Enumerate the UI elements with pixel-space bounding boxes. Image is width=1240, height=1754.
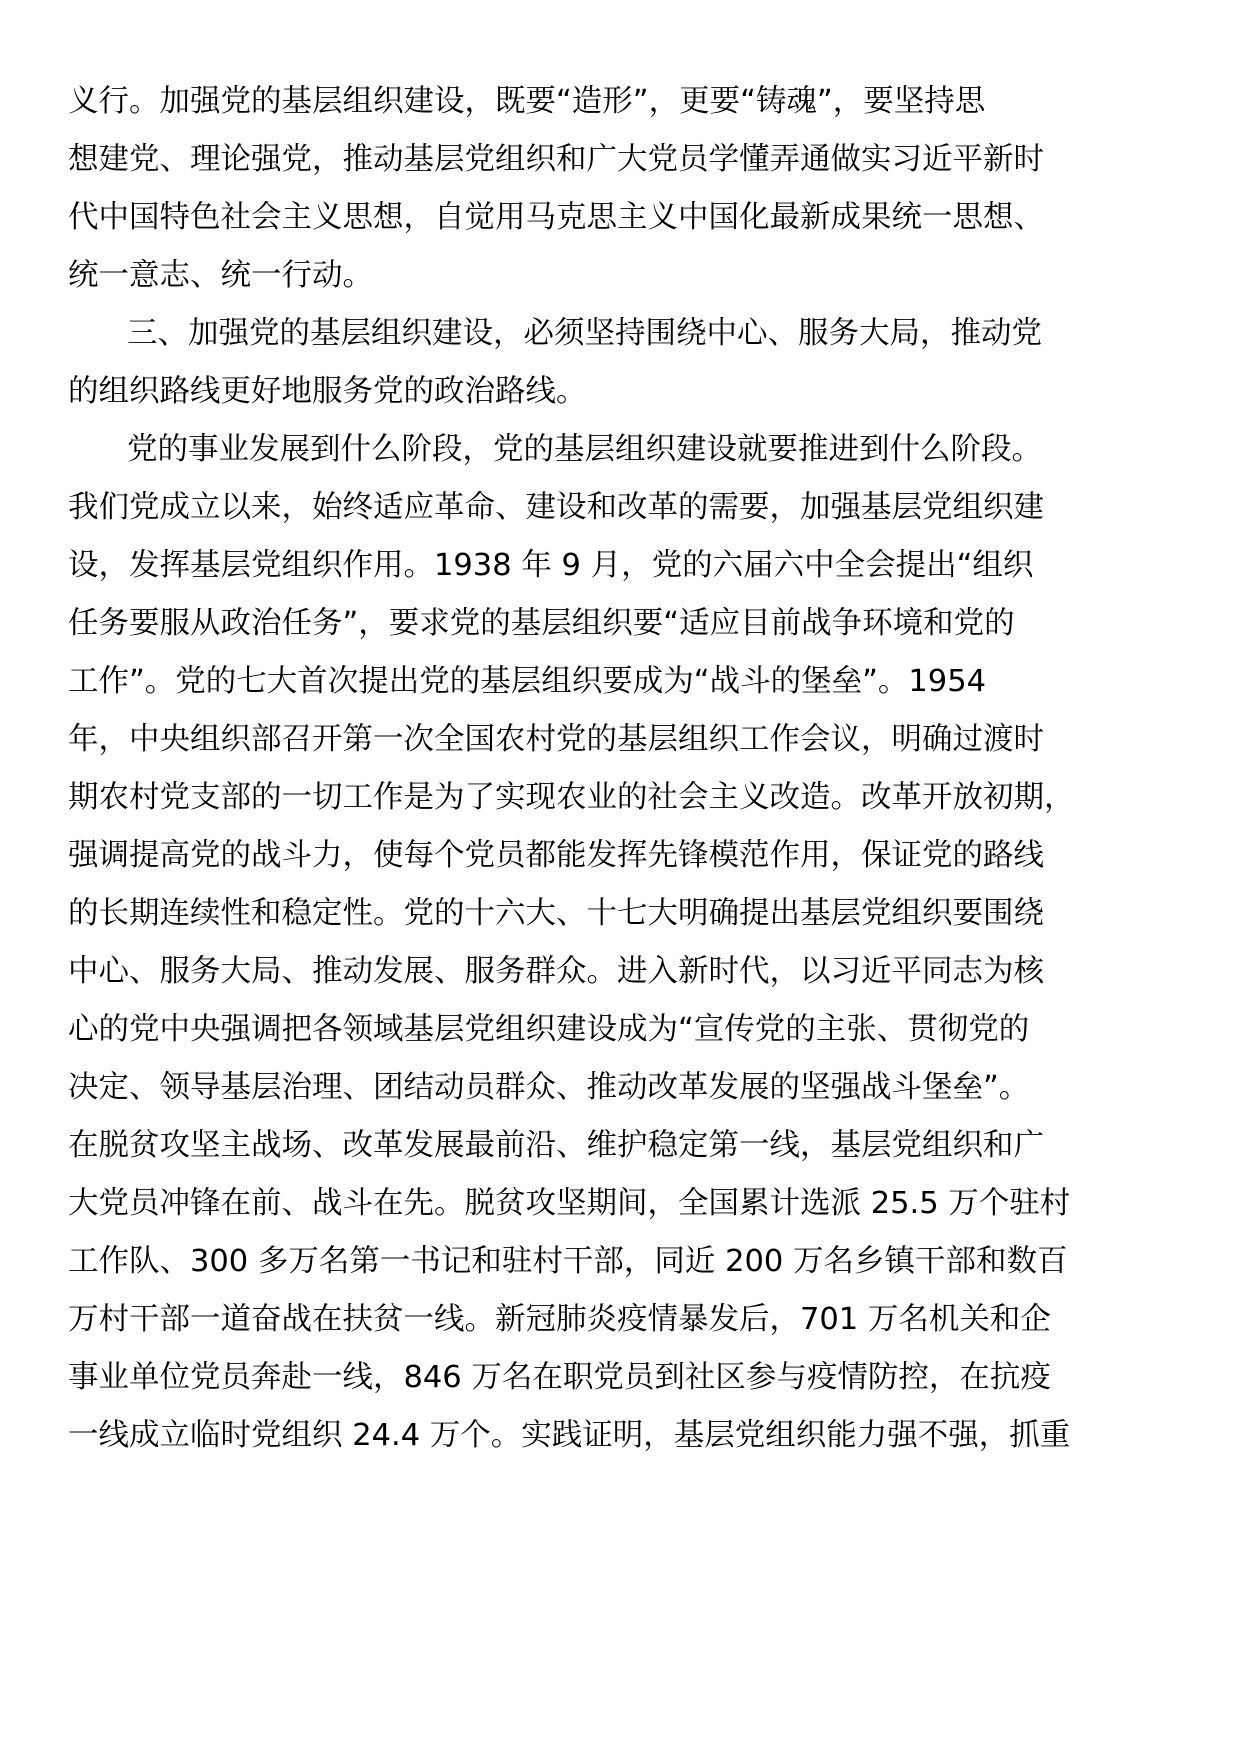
text-line: 决定、领导基层治理、团结动员群众、推动改革发展的坚强战斗堡垒”。 xyxy=(68,1070,1030,1105)
text-line: 心的党中央强调把各领域基层党组织建设成为“宣传党的主张、贯彻党的 xyxy=(68,1012,1030,1047)
text-line: 的长期连续性和稳定性。党的十六大、十七大明确提出基层党组织要围绕 xyxy=(68,896,1044,931)
section-heading-line: 三、加强党的基层组织建设，必须坚持围绕中心、服务大局，推动党 xyxy=(127,316,1042,351)
section-heading-line: 的组织路线更好地服务党的政治路线。 xyxy=(68,374,587,409)
text-line: 我们党成立以来，始终适应革命、建设和改革的需要，加强基层党组织建 xyxy=(68,490,1044,525)
text-line: 期农村党支部的一切工作是为了实现农业的社会主义改造。改革开放初期， xyxy=(68,780,1075,815)
text-line: 万村干部一道奋战在扶贫一线。新冠肺炎疫情暴发后，701 万名机关和企 xyxy=(68,1302,1051,1337)
text-line: 一线成立临时党组织 24.4 万个。实践证明，基层党组织能力强不强，抓重 xyxy=(68,1418,1071,1453)
text-line: 统一意志、统一行动。 xyxy=(68,258,373,293)
text-line: 大党员冲锋在前、战斗在先。脱贫攻坚期间，全国累计选派 25.5 万个驻村 xyxy=(68,1186,1071,1221)
text-line: 义行。加强党的基层组织建设，既要“造形”，更要“铸魂”，要坚持思 xyxy=(68,84,986,119)
text-line: 工作”。党的七大首次提出党的基层组织要成为“战斗的堡垒”。1954 xyxy=(68,664,987,699)
text-line: 强调提高党的战斗力，使每个党员都能发挥先锋模范作用，保证党的路线 xyxy=(68,838,1044,873)
text-line: 事业单位党员奔赴一线，846 万名在职党员到社区参与疫情防控，在抗疫 xyxy=(68,1360,1051,1395)
text-line: 想建党、理论强党，推动基层党组织和广大党员学懂弄通做实习近平新时 xyxy=(68,142,1044,177)
text-line: 中心、服务大局、推动发展、服务群众。进入新时代，以习近平同志为核 xyxy=(68,954,1044,989)
text-line: 设，发挥基层党组织作用。1938 年 9 月，党的六届六中全会提出“组织 xyxy=(68,548,1034,583)
text-line: 年，中央组织部召开第一次全国农村党的基层组织工作会议，明确过渡时 xyxy=(68,722,1044,757)
text-line: 在脱贫攻坚主战场、改革发展最前沿、维护稳定第一线，基层党组织和广 xyxy=(68,1128,1044,1163)
text-line: 工作队、300 多万名第一书记和驻村干部，同近 200 万名乡镇干部和数百 xyxy=(68,1244,1068,1279)
text-line: 党的事业发展到什么阶段，党的基层组织建设就要推进到什么阶段。 xyxy=(127,432,1042,467)
text-line: 代中国特色社会主义思想，自觉用马克思主义中国化最新成果统一思想、 xyxy=(68,200,1044,235)
text-line: 任务要服从政治任务”，要求党的基层组织要“适应目前战争环境和党的 xyxy=(68,606,1015,641)
